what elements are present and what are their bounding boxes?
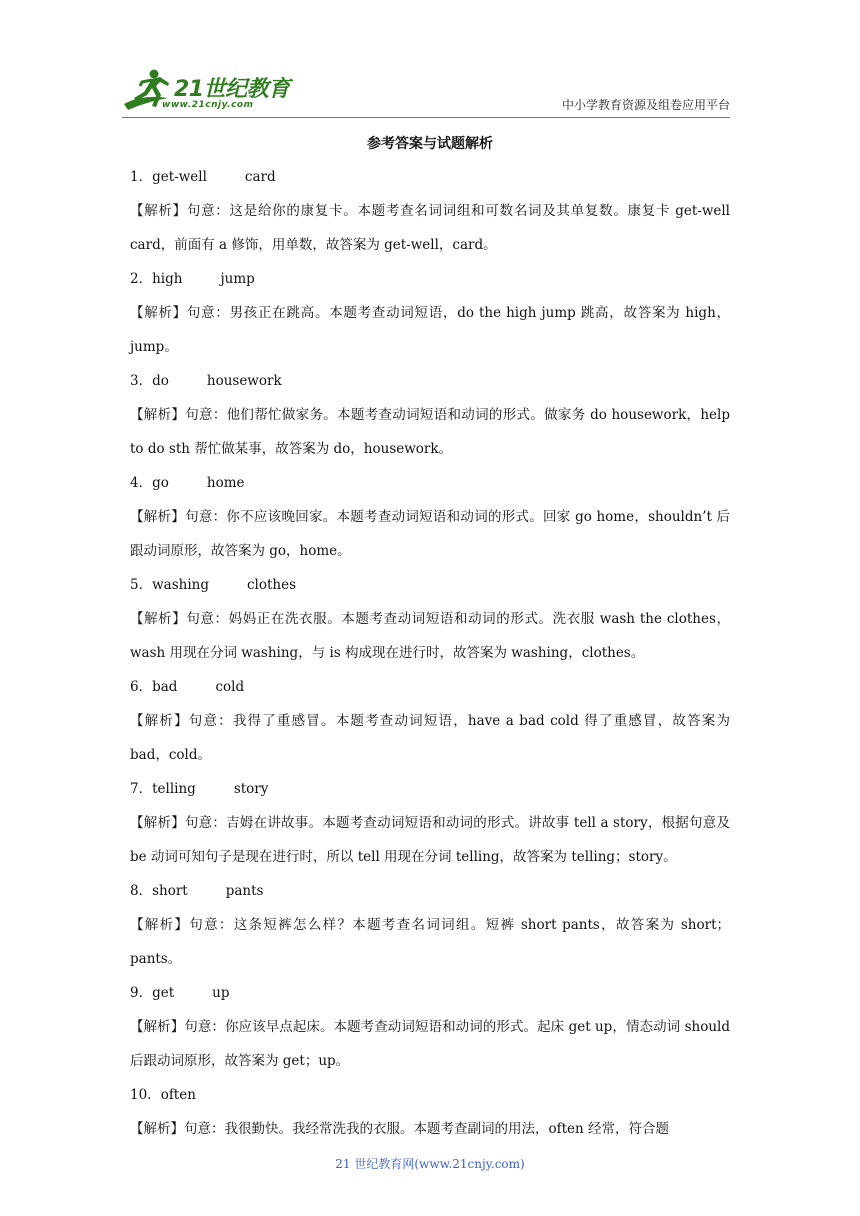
item-number: 3． (130, 373, 153, 389)
answer-line (130, 772, 730, 806)
answer-1: get-well (152, 169, 207, 185)
answer-1: telling (152, 781, 196, 797)
explanation: 【解析】句意：他们帮忙做家务。本题考查动词短语和动词的形式。做家务 do housework，help to do sth 帮忙做某事，故答案为 do，housework。 (130, 407, 730, 457)
answer-1: often (160, 1087, 196, 1103)
item-number: 6． (130, 679, 153, 695)
answer-2: up (212, 985, 230, 1001)
answer-line (130, 1078, 730, 1112)
header-divider (122, 117, 730, 118)
item-number: 4． (130, 475, 153, 491)
answer-item (130, 466, 730, 568)
page-header (0, 0, 860, 118)
page-title: 参考答案与试题解析 (367, 136, 493, 152)
explanation: 【解析】句意：你不应该晚回家。本题考查动词短语和动词的形式。回家 go home，shouldn’t 后跟动词原形，故答案为 go，home。 (130, 509, 730, 559)
item-number: 2． (130, 271, 153, 287)
item-number: 7． (130, 781, 153, 797)
answer-2: housework (206, 373, 282, 389)
answer-item (130, 772, 730, 874)
answer-item (130, 364, 730, 466)
answer-item (130, 262, 730, 364)
answer-1: get (152, 985, 175, 1001)
answer-2: pants (225, 883, 264, 899)
answer-item (130, 1078, 730, 1146)
explanation: 【解析】句意：我得了重感冒。本题考查动词短语，have a bad cold 得了重感冒，故答案为 bad，cold。 (130, 713, 730, 763)
item-number: 8． (130, 883, 153, 899)
answer-1: bad (152, 679, 178, 695)
answer-item (130, 160, 730, 262)
explanation: 【解析】句意：吉姆在讲故事。本题考查动词短语和动词的形式。讲故事 tell a story，根据句意及 be 动词可知句子是现在进行时，所以 tell 用现在分词 telling，故答案为 telling；story。 (130, 815, 730, 865)
explanation: 【解析】句意：妈妈正在洗衣服。本题考查动词短语和动词的形式。洗衣服 wash the clothes，wash 用现在分词 washing，与 is 构成现在进行时，故答案为 washing，clothes。 (130, 611, 730, 661)
answer-line (130, 670, 730, 704)
answer-item (130, 670, 730, 772)
answer-2: jump (220, 271, 255, 287)
logo-text: 21世纪教育 (174, 77, 290, 102)
answer-item (130, 568, 730, 670)
answer-1: high (152, 271, 183, 287)
logo-url: www.21cnjy.com (162, 100, 254, 110)
answer-2: home (206, 475, 245, 491)
answer-line (130, 466, 730, 500)
item-number: 9． (130, 985, 153, 1001)
answer-1: do (152, 373, 169, 389)
item-number: 5． (130, 577, 153, 593)
answer-item (130, 874, 730, 976)
answer-1: go (152, 475, 169, 491)
answer-2: story (233, 781, 269, 797)
explanation: 【解析】句意：这是给你的康复卡。本题考查名词词组和可数名词及其单复数。康复卡 get-well card，前面有 a 修饰，用单数，故答案为 get-well，card。 (130, 203, 730, 253)
answer-list (130, 160, 730, 1146)
answer-line (130, 976, 730, 1010)
answer-1: washing (152, 577, 209, 593)
explanation: 【解析】句意：这条短裤怎么样？本题考查名词词组。短裤 short pants，故答案为 short；pants。 (130, 917, 730, 967)
footer-link[interactable]: 21 世纪教育网(www.21cnjy.com) (335, 1157, 525, 1171)
explanation: 【解析】句意：我很勤快。我经常洗我的衣服。本题考查副词的用法，often 经常，符合题 (130, 1121, 670, 1137)
answer-line (130, 262, 730, 296)
answer-2: clothes (246, 577, 297, 593)
item-number: 1． (130, 169, 153, 185)
answer-2: card (244, 169, 276, 185)
answer-line (130, 364, 730, 398)
explanation: 【解析】句意：男孩正在跳高。本题考查动词短语，do the high jump 跳高，故答案为 high，jump。 (130, 305, 730, 355)
item-number: 10． (130, 1087, 161, 1103)
answer-2: cold (215, 679, 245, 695)
answer-1: short (152, 883, 188, 899)
explanation: 【解析】句意：你应该早点起床。本题考查动词短语和动词的形式。起床 get up，情态动词 should 后跟动词原形，故答案为 get；up。 (130, 1019, 730, 1069)
logo (122, 68, 292, 114)
answer-line (130, 160, 730, 194)
answer-item (130, 976, 730, 1078)
answer-line (130, 568, 730, 602)
answer-line (130, 874, 730, 908)
platform-title: 中小学教育资源及组卷应用平台 (561, 98, 730, 112)
